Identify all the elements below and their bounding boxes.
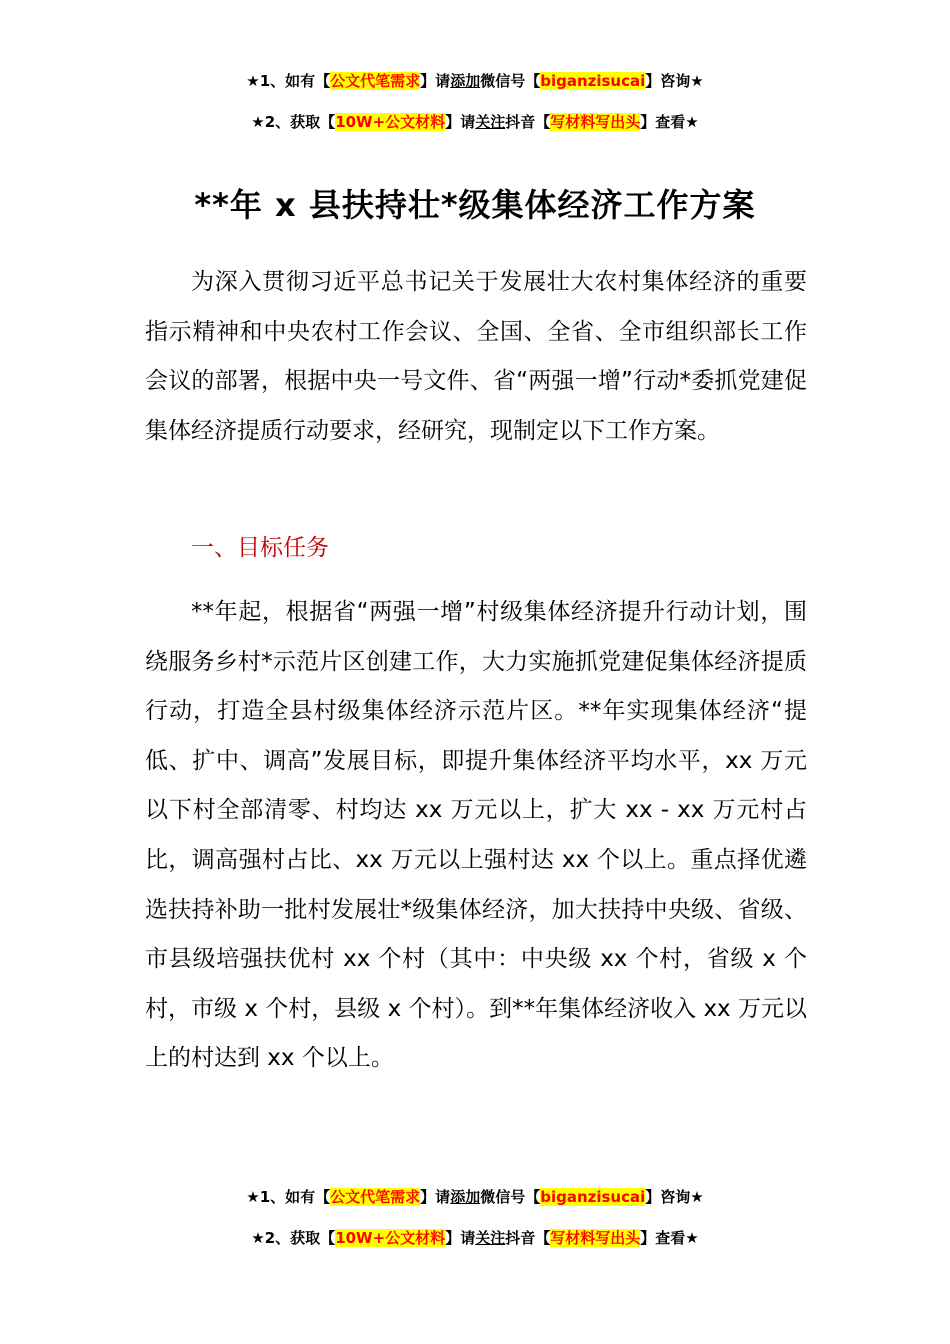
- banner-underlined: 添加: [450, 72, 481, 90]
- banner-text: 】请: [420, 72, 451, 90]
- section-body-paragraph: **年起，根据省“两强一增”村级集体经济提升行动计划，围绕服务乡村*示范片区创建工作，大力实施抓党建促集体经济提质行动，打造全县村级集体经济示范片区。**年实现集体经济“提低、扩中、调高”发展目标，即提升集体经济平均水平，xx 万元以下村全部清零、村均达 xx 万元以上，扩大 xx - xx 万元村占比，调高强村占比、xx 万元以上强村达 xx 个以上。重点择优遴选扶持补助一批村发展壮*级集体经济，加大扶持中央级、省级、市县级培强扶优村 xx 个村（其中：中央级 xx 个村，省级 x 个村，市级 x 个村，县级 x 个村）。到**年集体经济收入 xx 万元以上的村达到 xx 个以上。: [145, 599, 807, 1072]
- document-title: **年 x 县扶持壮*级集体经济工作方案: [194, 186, 756, 224]
- section-heading: 一、目标任务: [191, 535, 329, 561]
- intro-paragraph: 为深入贯彻习近平总书记关于发展壮大农村集体经济的重要指示精神和中央农村工作会议、全国、全省、全市组织部长工作会议的部署，根据中央一号文件、省“两强一增”行动*委抓党建促集体经济提质行动要求，经研究，现制定以下工作方案。: [145, 269, 807, 444]
- banner-text: 】查看★: [640, 1229, 699, 1247]
- banner-text: ★1、如有【: [246, 72, 331, 90]
- banner-text: 】请: [445, 1229, 476, 1247]
- banner-text: ★1、如有【: [246, 1188, 331, 1206]
- banner-text: 】请: [420, 1188, 451, 1206]
- banner-text: 抖音【: [505, 113, 551, 131]
- banner-text: 】咨询★: [645, 72, 704, 90]
- banner-underlined: 关注: [475, 1229, 506, 1247]
- banner-highlight: 10W+公文材料: [335, 1229, 446, 1247]
- banner-underlined: 关注: [475, 113, 506, 131]
- bottom-banner-line-2: [0, 1228, 950, 1248]
- banner-highlight: 写材料写出头: [550, 1229, 641, 1247]
- banner-text: ★2、获取【: [251, 113, 336, 131]
- banner-highlight: 公文代笔需求: [330, 72, 421, 90]
- banner-highlight: biganzisucai: [540, 1188, 646, 1206]
- top-banner-line-2: [0, 112, 950, 132]
- banner-text: 】咨询★: [645, 1188, 704, 1206]
- banner-highlight: biganzisucai: [540, 72, 646, 90]
- banner-highlight: 写材料写出头: [550, 113, 641, 131]
- bottom-banner-line-1: [0, 1187, 950, 1207]
- banner-text: 微信号【: [480, 72, 541, 90]
- banner-text: 微信号【: [480, 1188, 541, 1206]
- banner-text: 】查看★: [640, 113, 699, 131]
- banner-highlight: 公文代笔需求: [330, 1188, 421, 1206]
- banner-text: 】请: [445, 113, 476, 131]
- top-banner-line-1: [0, 71, 950, 91]
- banner-underlined: 添加: [450, 1188, 481, 1206]
- banner-highlight: 10W+公文材料: [335, 113, 446, 131]
- banner-text: ★2、获取【: [251, 1229, 336, 1247]
- banner-text: 抖音【: [505, 1229, 551, 1247]
